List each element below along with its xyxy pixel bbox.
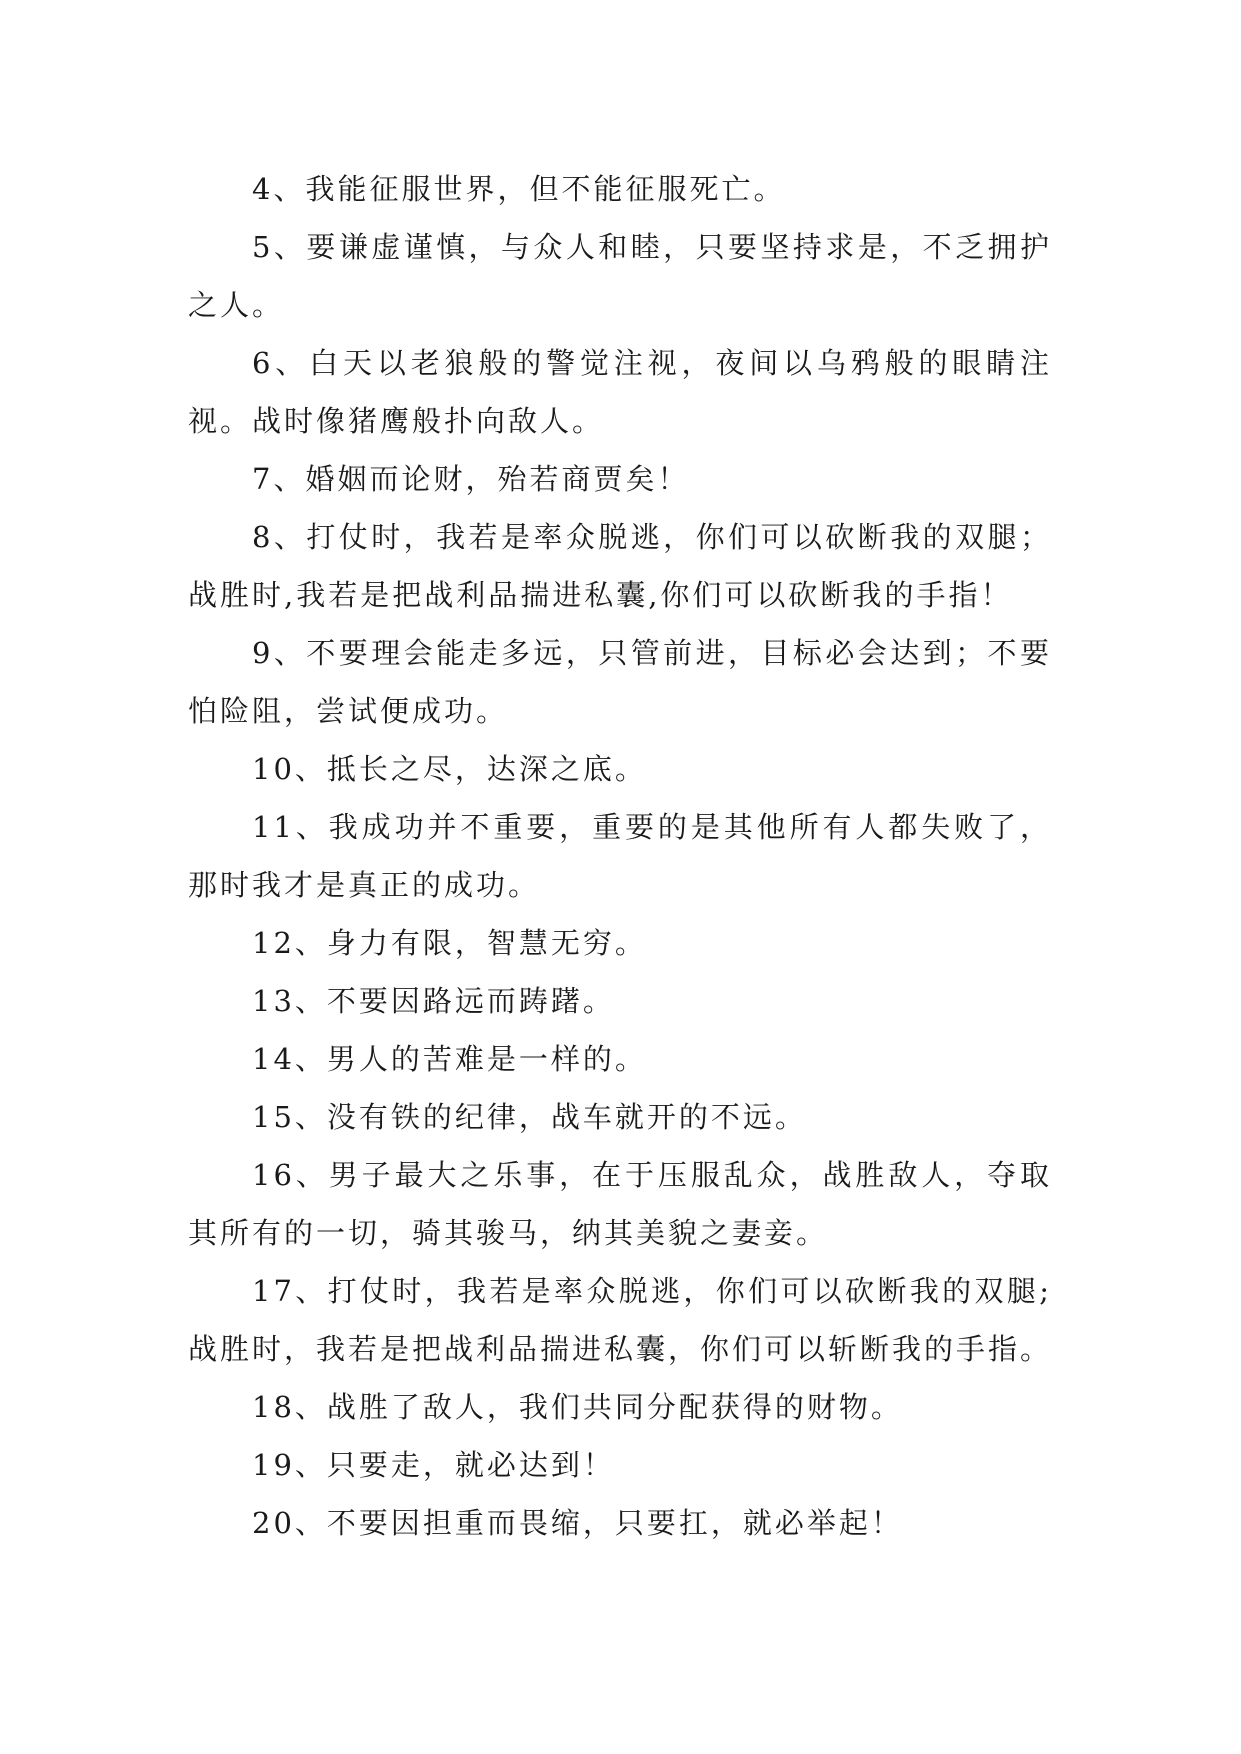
quote-paragraph: 15、没有铁的纪律，战车就开的不远。 bbox=[252, 1100, 807, 1134]
quote-paragraph: 13、不要因路远而踌躇。 bbox=[252, 984, 615, 1018]
quote-paragraph: 19、只要走，就必达到！ bbox=[252, 1448, 615, 1482]
quote-paragraph: 8、打仗时，我若是率众脱逃，你们可以砍断我的双腿；战胜时,我若是把战利品揣进私囊,你们可以砍断我的手指！ bbox=[188, 520, 1052, 612]
quote-paragraph: 6、白天以老狼般的警觉注视，夜间以乌鸦般的眼睛注视。战时像猪鹰般扑向敌人。 bbox=[188, 346, 1052, 438]
quote-paragraph: 14、男人的苦难是一样的。 bbox=[252, 1042, 647, 1076]
document-body bbox=[188, 160, 1052, 1552]
quote-paragraph: 7、婚姻而论财，殆若商贾矣！ bbox=[252, 462, 690, 496]
quote-paragraph: 4、我能征服世界，但不能征服死亡。 bbox=[252, 172, 786, 206]
quote-paragraph: 12、身力有限，智慧无穷。 bbox=[252, 926, 647, 960]
quote-paragraph: 18、战胜了敌人，我们共同分配获得的财物。 bbox=[252, 1390, 903, 1424]
quote-paragraph: 10、抵长之尽，达深之底。 bbox=[252, 752, 647, 786]
quote-paragraph: 17、打仗时，我若是率众脱逃，你们可以砍断我的双腿;战胜时，我若是把战利品揣进私囊，你们可以斩断我的手指。 bbox=[188, 1274, 1053, 1366]
quote-paragraph: 9、不要理会能走多远，只管前进，目标必会达到；不要怕险阻，尝试便成功。 bbox=[188, 636, 1052, 728]
quote-paragraph: 16、男子最大之乐事，在于压服乱众，战胜敌人，夺取其所有的一切，骑其骏马，纳其美貌之妻妾。 bbox=[188, 1158, 1052, 1250]
quote-paragraph: 5、要谦虚谨慎，与众人和睦，只要坚持求是，不乏拥护之人。 bbox=[188, 230, 1052, 322]
quote-paragraph: 11、我成功并不重要，重要的是其他所有人都失败了，那时我才是真正的成功。 bbox=[188, 810, 1052, 902]
quote-paragraph: 20、不要因担重而畏缩，只要扛，就必举起！ bbox=[252, 1506, 903, 1540]
